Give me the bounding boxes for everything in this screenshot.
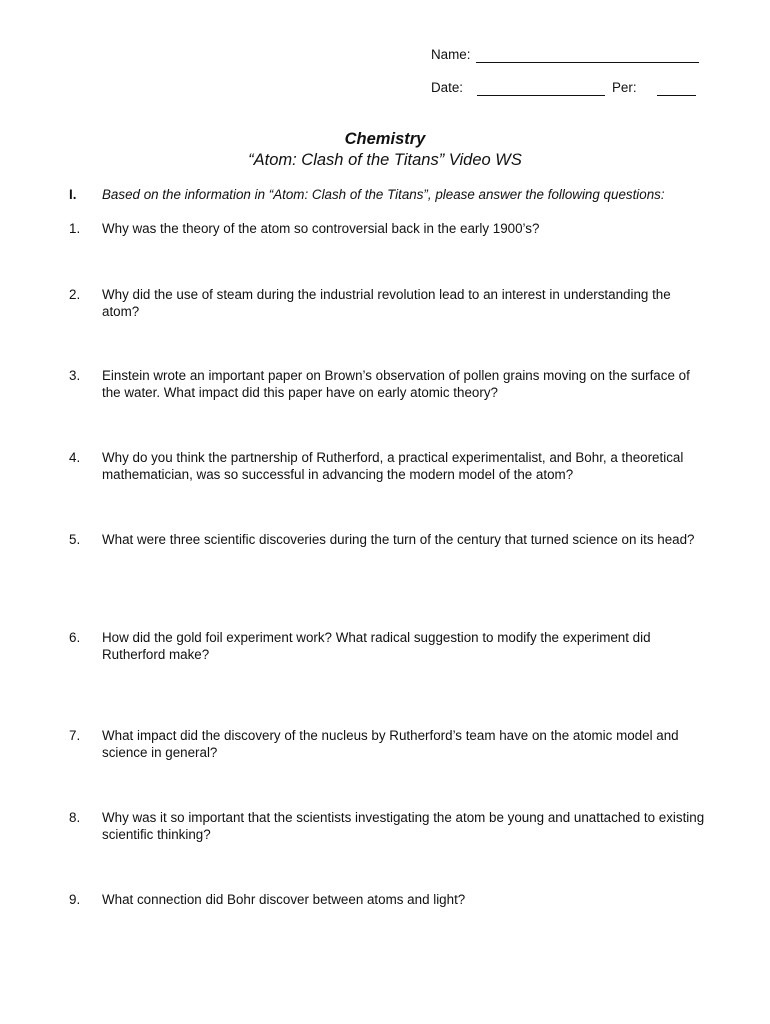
per-label: Per: xyxy=(612,80,637,95)
question-text: Why do you think the partnership of Rutherford, a practical experimentalist, and Bohr, a theoretical mathematician, was so successful in advancing the modern model of the atom? xyxy=(102,450,684,482)
question-text: Why did the use of steam during the industrial revolution lead to an interest in understanding the atom? xyxy=(102,287,671,319)
question-text: What impact did the discovery of the nucleus by Rutherford’s team have on the atomic model and science in general? xyxy=(102,728,679,760)
question-number: 5. xyxy=(69,532,81,547)
period-blank-line[interactable] xyxy=(657,95,696,96)
question-text: Why was it so important that the scientists investigating the atom be young and unattached to existing scientific thinking? xyxy=(102,810,705,842)
question-number: 3. xyxy=(69,368,81,383)
page-subtitle: “Atom: Clash of the Titans” Video WS xyxy=(248,151,522,169)
question-number: 7. xyxy=(69,728,81,743)
question-number: 6. xyxy=(69,630,81,645)
question-number: 1. xyxy=(69,221,81,236)
question-number: 2. xyxy=(69,287,81,302)
question-number: 9. xyxy=(69,892,81,907)
name-blank-line[interactable] xyxy=(476,62,699,63)
question-text: What were three scientific discoveries during the turn of the century that turned science on its head? xyxy=(102,532,695,547)
section-number: I. xyxy=(69,187,77,202)
date-label: Date: xyxy=(431,80,464,95)
question-number: 8. xyxy=(69,810,81,825)
date-blank-line[interactable] xyxy=(477,95,605,96)
instructions-text: Based on the information in “Atom: Clash of the Titans”, please answer the following questions: xyxy=(102,187,665,202)
question-text: Einstein wrote an important paper on Brown’s observation of pollen grains moving on the surface of the water. What impact did this paper have on early atomic theory? xyxy=(102,368,690,400)
name-label: Name: xyxy=(431,47,471,62)
question-text: How did the gold foil experiment work? What radical suggestion to modify the experiment did Rutherford make? xyxy=(102,630,651,662)
question-text: Why was the theory of the atom so controversial back in the early 1900’s? xyxy=(102,221,540,236)
page-title: Chemistry xyxy=(344,130,426,148)
question-text: What connection did Bohr discover between atoms and light? xyxy=(102,892,466,907)
question-number: 4. xyxy=(69,450,81,465)
